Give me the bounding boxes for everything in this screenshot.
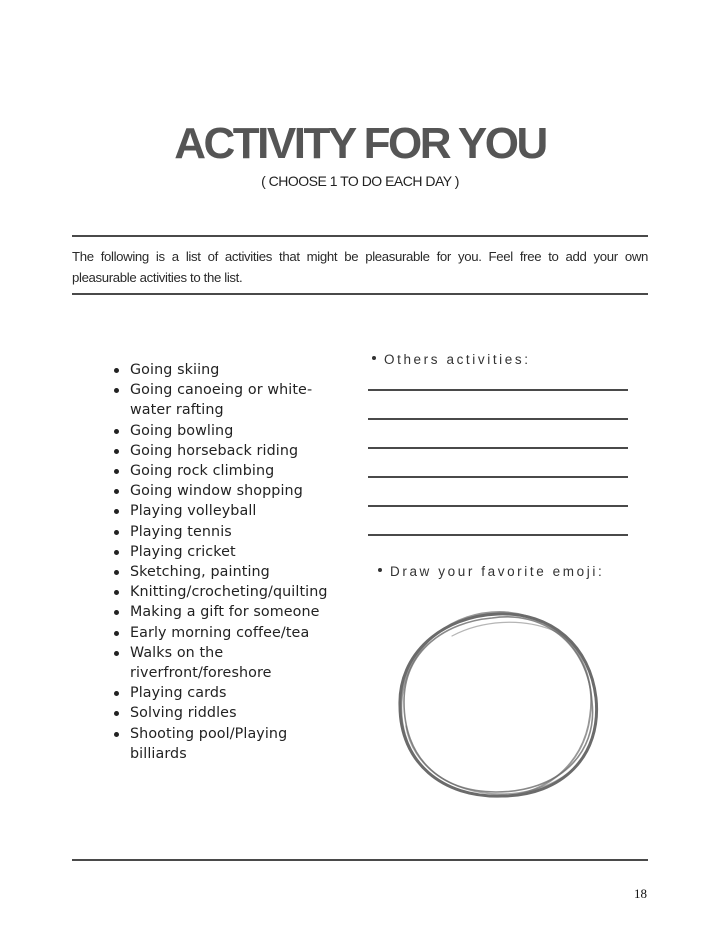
list-item: Going bowling	[108, 421, 338, 441]
page-number: 18	[634, 886, 647, 901]
list-item: Shooting pool/Playing billiards	[108, 724, 338, 764]
divider-top	[72, 235, 648, 237]
write-line-2[interactable]	[368, 418, 628, 420]
list-item: Playing volleyball	[108, 501, 338, 521]
list-item: Playing cricket	[108, 542, 338, 562]
list-item: Going skiing	[108, 360, 338, 380]
write-line-4[interactable]	[368, 476, 628, 478]
emoji-label: Draw your favorite emoji:	[378, 564, 604, 579]
list-item: Going horseback riding	[108, 441, 338, 461]
list-item: Sketching, painting	[108, 562, 338, 582]
bullet-icon	[372, 356, 376, 360]
bullet-icon	[378, 568, 382, 572]
others-activities-label: Others activities:	[372, 352, 531, 367]
list-item: Early morning coffee/tea	[108, 623, 338, 643]
activity-list	[108, 360, 338, 764]
write-line-6[interactable]	[368, 534, 628, 536]
intro-text: The following is a list of activities that might be pleasurable for you. Feel free to add your own pleasurable activities to the list.	[72, 249, 648, 285]
list-item: Going canoeing or white-water rafting	[108, 380, 338, 420]
divider-bottom	[72, 859, 648, 861]
list-item: Playing tennis	[108, 522, 338, 542]
page-subtitle: ( CHOOSE 1 TO DO EACH DAY )	[261, 173, 459, 189]
divider-intro-bottom	[72, 293, 648, 295]
write-line-1[interactable]	[368, 389, 628, 391]
list-item: Going rock climbing	[108, 461, 338, 481]
list-item: Solving riddles	[108, 703, 338, 723]
write-line-3[interactable]	[368, 447, 628, 449]
list-item: Playing cards	[108, 683, 338, 703]
page-title: ACTIVITY FOR YOU	[174, 119, 546, 168]
list-item: Walks on the riverfront/foreshore	[108, 643, 338, 683]
list-item: Knitting/crocheting/quilting	[108, 582, 338, 602]
emoji-drawing-circle-icon[interactable]	[392, 606, 604, 802]
list-item: Making a gift for someone	[108, 602, 338, 622]
list-item: Going window shopping	[108, 481, 338, 501]
write-line-5[interactable]	[368, 505, 628, 507]
